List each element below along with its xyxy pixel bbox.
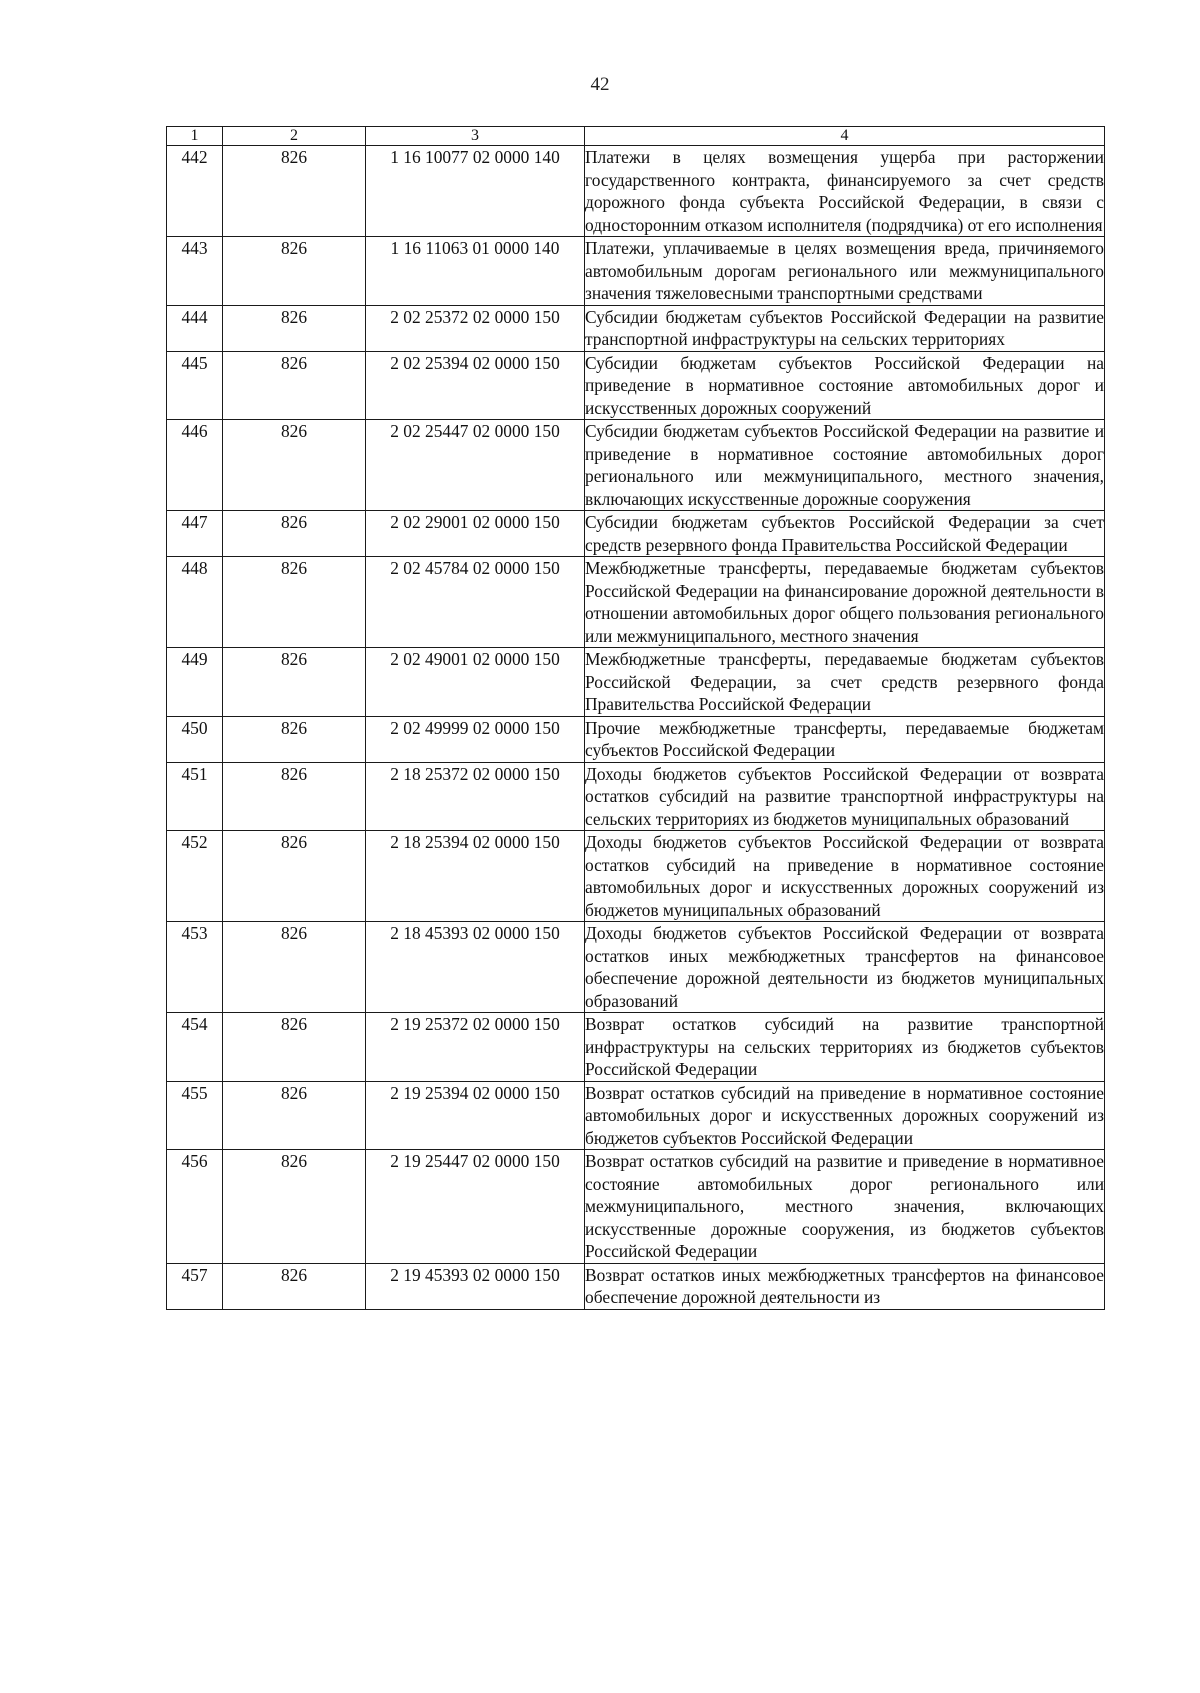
- table-row: [167, 511, 1105, 557]
- revenue-description: Возврат остатков субсидий на развитие и приведение в нормативное состояние автомобильных дорог регионального или межмуниципального, местного значения, включающих искусственные дорожные сооружения, из бюджетов субъектов Российской Федерации: [585, 1151, 1104, 1261]
- table-row: [167, 1263, 1105, 1309]
- budget-classification-code: 2 19 45393 02 0000 150: [366, 1263, 585, 1309]
- row-number: 445: [167, 351, 223, 420]
- revenue-description: Доходы бюджетов субъектов Российской Федерации от возврата остатков субсидий на развитие транспортной инфраструктуры на сельских территориях из бюджетов муниципальных образований: [585, 763, 1104, 829]
- table-row: [167, 648, 1105, 717]
- administrator-code: 826: [223, 762, 366, 831]
- row-number: 444: [167, 305, 223, 351]
- row-number: 449: [167, 648, 223, 717]
- budget-classification-code: 2 18 25372 02 0000 150: [366, 762, 585, 831]
- row-number: 447: [167, 511, 223, 557]
- row-number: 454: [167, 1013, 223, 1082]
- budget-classification-code: 2 02 25447 02 0000 150: [366, 420, 585, 511]
- revenue-description: Межбюджетные трансферты, передаваемые бюджетам субъектов Российской Федерации на финансирование дорожной деятельности в отношении автомобильных дорог общего пользования регионального или межмуниципального, местного значения: [585, 558, 1104, 646]
- table-row: [167, 1081, 1105, 1150]
- column-header-3: 3: [366, 127, 585, 146]
- administrator-code: 826: [223, 922, 366, 1013]
- row-number: 453: [167, 922, 223, 1013]
- budget-classification-table: [166, 126, 1105, 1310]
- table-row: [167, 351, 1105, 420]
- table-row: [167, 146, 1105, 237]
- revenue-description: Возврат остатков субсидий на развитие транспортной инфраструктуры на сельских территориях из бюджетов субъектов Российской Федерации: [585, 1014, 1104, 1079]
- budget-classification-code: 2 18 45393 02 0000 150: [366, 922, 585, 1013]
- page-number: 42: [590, 74, 610, 95]
- administrator-code: 826: [223, 1013, 366, 1082]
- budget-classification-code: 2 02 29001 02 0000 150: [366, 511, 585, 557]
- revenue-description: Субсидии бюджетам субъектов Российской Федерации на развитие транспортной инфраструктуры на сельских территориях: [585, 306, 1104, 349]
- budget-classification-code: 2 02 49999 02 0000 150: [366, 716, 585, 762]
- administrator-code: 826: [223, 511, 366, 557]
- row-number: 443: [167, 237, 223, 306]
- budget-classification-code: 2 19 25447 02 0000 150: [366, 1150, 585, 1264]
- administrator-code: 826: [223, 420, 366, 511]
- budget-classification-code: 2 02 25372 02 0000 150: [366, 305, 585, 351]
- revenue-description: Доходы бюджетов субъектов Российской Федерации от возврата остатков иных межбюджетных трансфертов на финансовое обеспечение дорожной деятельности из бюджетов муниципальных образований: [585, 923, 1104, 1011]
- table-row: [167, 922, 1105, 1013]
- revenue-description: Платежи в целях возмещения ущерба при расторжении государственного контракта, финансируемого за счет средств дорожного фонда субъекта Российской Федерации, в связи с односторонним отказом исполнителя (подрядчика) от его исполнения: [585, 147, 1104, 235]
- row-number: 442: [167, 146, 223, 237]
- table-row: [167, 762, 1105, 831]
- administrator-code: 826: [223, 648, 366, 717]
- revenue-description: Доходы бюджетов субъектов Российской Федерации от возврата остатков субсидий на приведение в нормативное состояние автомобильных дорог и искусственных дорожных сооружений из бюджетов муниципальных образований: [585, 832, 1104, 920]
- administrator-code: 826: [223, 1263, 366, 1309]
- budget-classification-code: 2 19 25372 02 0000 150: [366, 1013, 585, 1082]
- budget-classification-code: 2 02 49001 02 0000 150: [366, 648, 585, 717]
- administrator-code: 826: [223, 831, 366, 922]
- revenue-description: Возврат остатков иных межбюджетных трансфертов на финансовое обеспечение дорожной деятельности из: [585, 1264, 1104, 1307]
- revenue-description: Субсидии бюджетам субъектов Российской Федерации за счет средств резервного фонда Правительства Российской Федерации: [585, 512, 1104, 555]
- administrator-code: 826: [223, 351, 366, 420]
- table-row: [167, 557, 1105, 648]
- row-number: 450: [167, 716, 223, 762]
- revenue-description: Прочие межбюджетные трансферты, передаваемые бюджетам субъектов Российской Федерации: [585, 717, 1104, 760]
- budget-classification-code: 2 02 25394 02 0000 150: [366, 351, 585, 420]
- administrator-code: 826: [223, 237, 366, 306]
- table-row: [167, 237, 1105, 306]
- row-number: 456: [167, 1150, 223, 1264]
- budget-classification-code: 2 19 25394 02 0000 150: [366, 1081, 585, 1150]
- table-row: [167, 1150, 1105, 1264]
- table-row: [167, 420, 1105, 511]
- administrator-code: 826: [223, 1150, 366, 1264]
- budget-classification-code: 2 18 25394 02 0000 150: [366, 831, 585, 922]
- budget-classification-code: 2 02 45784 02 0000 150: [366, 557, 585, 648]
- table-row: [167, 305, 1105, 351]
- administrator-code: 826: [223, 716, 366, 762]
- revenue-description: Субсидии бюджетам субъектов Российской Федерации на развитие и приведение в нормативное состояние автомобильных дорог регионального или межмуниципального, местного значения, включающих искусственные дорожные сооружения: [585, 421, 1104, 509]
- administrator-code: 826: [223, 557, 366, 648]
- row-number: 455: [167, 1081, 223, 1150]
- table-row: [167, 831, 1105, 922]
- administrator-code: 826: [223, 305, 366, 351]
- table-header-row: [167, 127, 1105, 146]
- table-row: [167, 1013, 1105, 1082]
- revenue-description: Межбюджетные трансферты, передаваемые бюджетам субъектов Российской Федерации, за счет средств резервного фонда Правительства Российской Федерации: [585, 649, 1104, 714]
- budget-classification-code: 1 16 11063 01 0000 140: [366, 237, 585, 306]
- table-row: [167, 716, 1105, 762]
- administrator-code: 826: [223, 1081, 366, 1150]
- revenue-description: Платежи, уплачиваемые в целях возмещения вреда, причиняемого автомобильным дорогам регионального или межмуниципального значения тяжеловесными транспортными средствами: [585, 238, 1104, 303]
- table-body: [167, 146, 1105, 1310]
- budget-classification-code: 1 16 10077 02 0000 140: [366, 146, 585, 237]
- row-number: 457: [167, 1263, 223, 1309]
- row-number: 451: [167, 762, 223, 831]
- column-header-1: 1: [167, 127, 223, 146]
- administrator-code: 826: [223, 146, 366, 237]
- row-number: 452: [167, 831, 223, 922]
- column-header-2: 2: [223, 127, 366, 146]
- revenue-description: Возврат остатков субсидий на приведение в нормативное состояние автомобильных дорог и искусственных дорожных сооружений из бюджетов субъектов Российской Федерации: [585, 1082, 1104, 1148]
- row-number: 446: [167, 420, 223, 511]
- revenue-description: Субсидии бюджетам субъектов Российской Федерации на приведение в нормативное состояние автомобильных дорог и искусственных дорожных сооружений: [585, 352, 1104, 418]
- column-header-4: 4: [585, 127, 1105, 146]
- row-number: 448: [167, 557, 223, 648]
